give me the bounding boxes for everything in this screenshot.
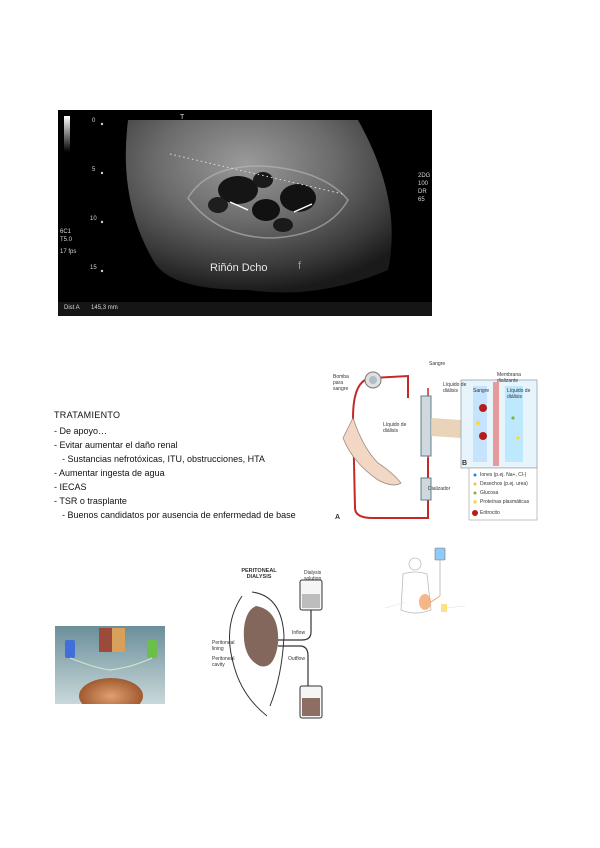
legend-item: Desechos (p.ej. urea) [480, 481, 528, 487]
treatment-item: - De apoyo… [54, 426, 108, 436]
treatment-subitem: - Sustancias nefrotóxicas, ITU, obstrucciones, HTA [62, 454, 265, 464]
treatment-subitem: - Buenos candidatos por ausencia de enfermedad de base [62, 510, 296, 520]
ultrasound-caption: Riñón Dcho [210, 262, 268, 274]
legend-item: Iones (p.ej. Na+, Cl-) [480, 472, 527, 478]
inflow-label: Inflow [292, 630, 306, 636]
lining-label: Peritoneal lining [212, 640, 235, 652]
depth-tick: 10 [90, 216, 97, 222]
dialysate-inner-label: Líquido de diálisis [507, 388, 531, 400]
peritoneal-dialysis-diagram [212, 566, 332, 726]
legend-item: Proteínas plasmáticas [480, 499, 530, 505]
left-info: 6C1 T5.0 17 fps [60, 229, 77, 255]
legend-item: Glucosa [480, 490, 499, 496]
membrane-label: Membrana dializante [497, 372, 521, 384]
used-dialysate-label: Líquido de diálisis [383, 422, 407, 434]
ultrasound-image [58, 110, 432, 316]
catheter-sketch-illustration [345, 546, 537, 632]
peritoneal-title: PERITONEAL DIALYSIS [241, 568, 277, 580]
filter-label: Dializador [428, 486, 451, 492]
treatment-item: - Aumentar ingesta de agua [54, 468, 165, 478]
blood-inner-label: Sangre [473, 388, 490, 394]
depth-tick: 5 [92, 167, 96, 173]
dialysate-label: Líquido de diálisis [443, 382, 467, 394]
dialysis-photo-illustration [55, 626, 165, 704]
hemodialysis-diagram [333, 358, 541, 526]
letter-b: B [462, 460, 468, 467]
treatment-item: - IECAS [54, 482, 87, 492]
letter-a: A [335, 514, 341, 521]
pump-label: Bomba para sangre [333, 374, 349, 392]
treatment-title: TRATAMIENTO [54, 410, 121, 420]
solution-label: Dialysis solution [304, 570, 322, 582]
top-marker: T [180, 114, 185, 121]
cavity-label: Peritoneal cavity [212, 656, 235, 668]
measurement-readout: Dist A 145,3 mm [64, 305, 118, 311]
depth-tick: 0 [92, 118, 96, 124]
depth-tick: 15 [90, 265, 97, 271]
catheter-sketch [345, 546, 537, 632]
blood-label: Sangre [429, 361, 446, 367]
treatment-item: - Evitar aumentar el daño renal [54, 440, 178, 450]
treatment-item: - TSR o trasplante [54, 496, 127, 506]
legend-item: Eritrocito [480, 510, 500, 516]
treatment-section [54, 408, 324, 522]
orange-marker: f [298, 260, 302, 272]
ultrasound-scan [58, 110, 432, 316]
right-info: 2DG 100 DR 65 [418, 173, 431, 203]
dialysis-photo [55, 626, 165, 704]
outflow-label: Outflow [288, 656, 305, 662]
